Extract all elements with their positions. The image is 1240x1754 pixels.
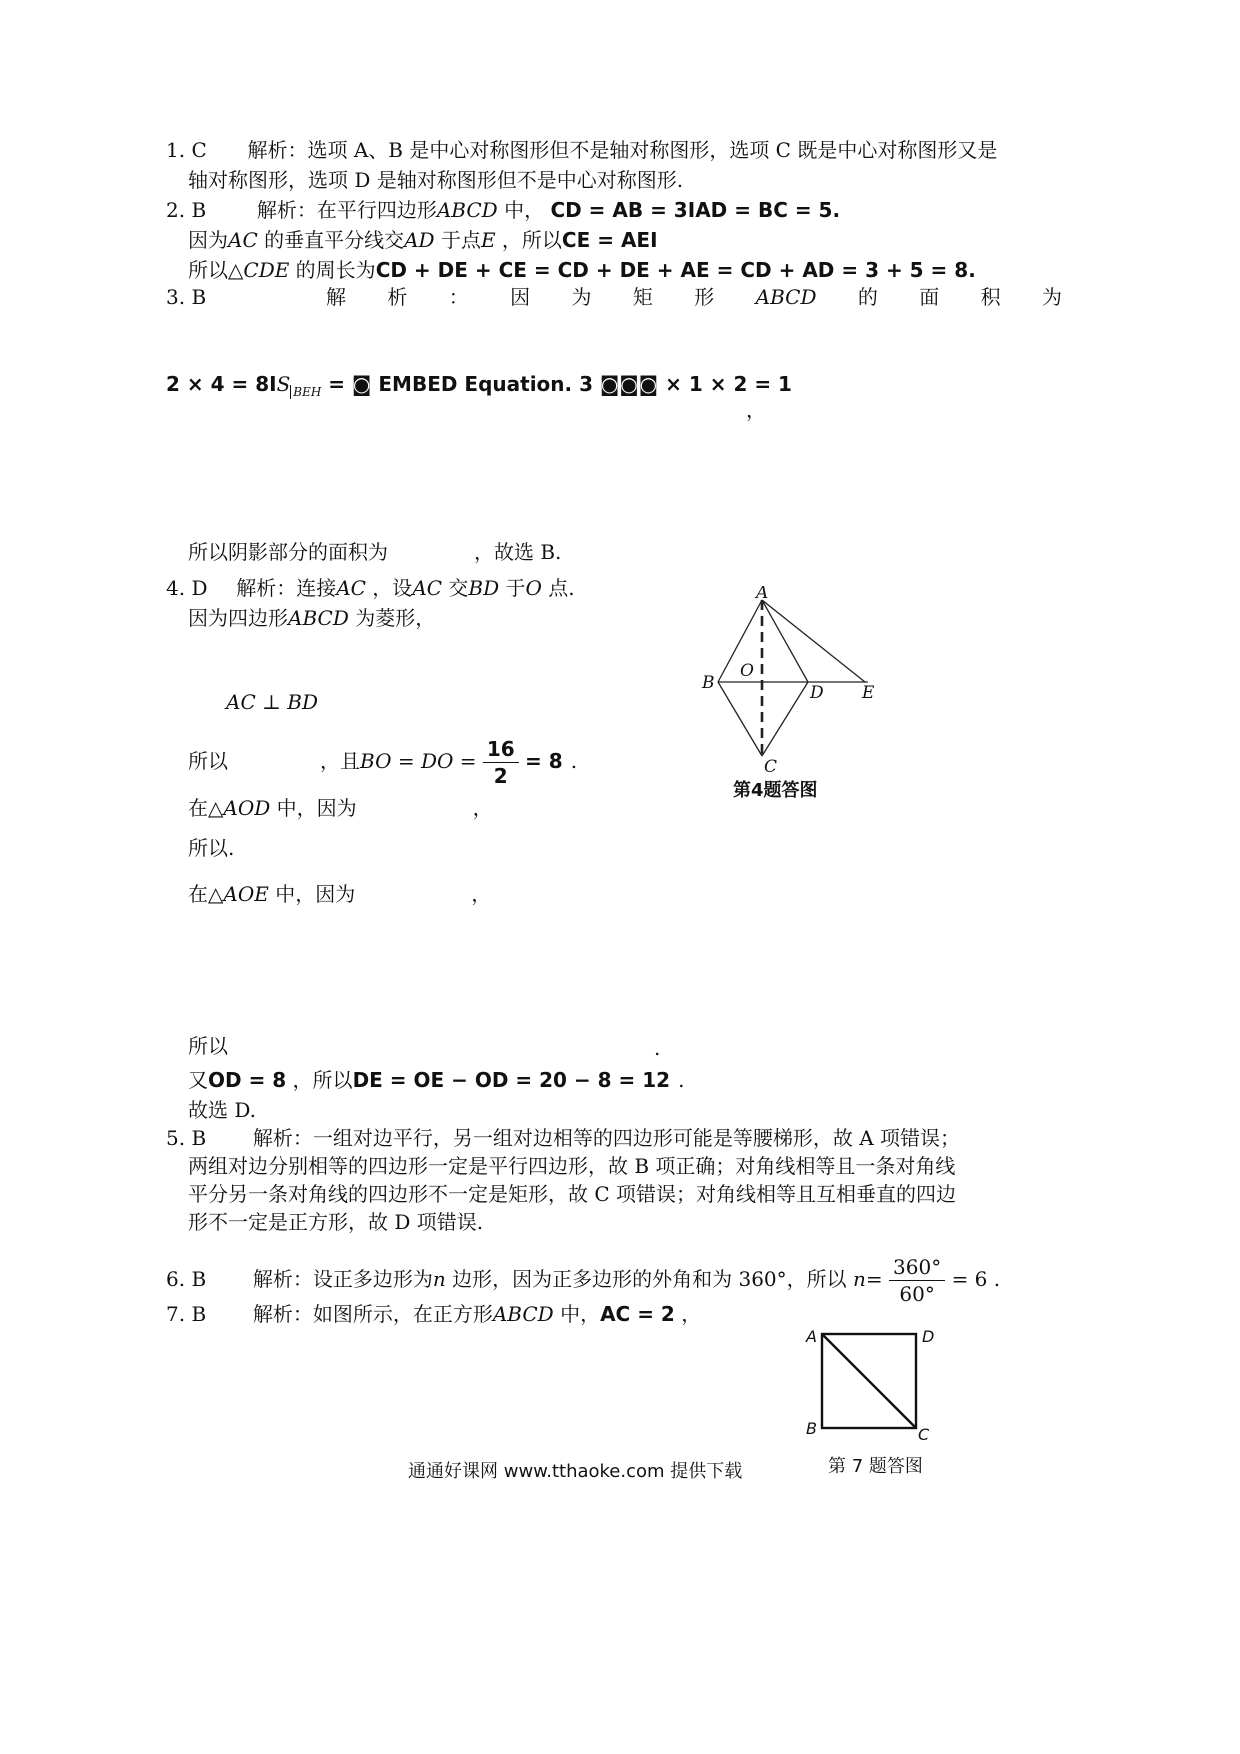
q2-eq-2: AD = BC = 5. bbox=[695, 198, 841, 222]
q3-w9: 面 bbox=[919, 285, 940, 309]
q6-text-b: 边形，因为正多边形的外角和为 360°，所以 bbox=[445, 1267, 847, 1291]
q7-label-b: B bbox=[806, 1419, 817, 1438]
q6-result: = 6 . bbox=[951, 1267, 1001, 1291]
q5-text-1: 解析：一组对边平行，另一组对边相等的四边形可能是等腰梯形，故 A 项错误； bbox=[252, 1126, 961, 1150]
q4-edge-bc bbox=[718, 682, 762, 756]
q6-text-a: 解析：设正多边形为 bbox=[252, 1267, 433, 1291]
q5-line4: 形不一定是正方形，故 D 项错误. bbox=[188, 1210, 484, 1234]
q5-line2: 两组对边分别相等的四边形一定是平行四边形，故 B 项正确；对角线相等且一条对角线 bbox=[188, 1154, 956, 1178]
page-footer: 通通好课网 www.tthaoke.com 提供下载 bbox=[408, 1461, 743, 1482]
q4-line8: 所以 bbox=[188, 1034, 228, 1058]
q4-line4 bbox=[188, 736, 577, 789]
q4-l7-tri: AOE bbox=[223, 882, 269, 906]
q6-fraction bbox=[889, 1254, 945, 1307]
q2-text-b: 中， bbox=[497, 198, 545, 222]
q4-l2-b: 为菱形， bbox=[348, 606, 436, 630]
q4-line1 bbox=[166, 574, 575, 602]
q3-comma: ， bbox=[746, 398, 766, 422]
q3-eq-a: 2 × 4 = 8 bbox=[166, 372, 270, 396]
q2-l2-e: E bbox=[480, 228, 496, 252]
q7-label-d: D bbox=[922, 1327, 935, 1346]
q6-n2: n bbox=[853, 1267, 866, 1291]
q4-l5-a: 在△ bbox=[188, 796, 224, 820]
q2-l3-b: 的周长为 bbox=[289, 258, 376, 282]
q1-line2: 轴对称图形，选项 D 是轴对称图形但不是中心对称图形. bbox=[188, 168, 684, 192]
q4-l4-b: ，且 bbox=[320, 749, 360, 773]
q4-label-b: B bbox=[702, 673, 715, 693]
q4-l1-ac2: AC bbox=[412, 576, 443, 600]
q2-line1 bbox=[166, 196, 840, 224]
q3-w10: 积 bbox=[980, 285, 1001, 309]
q6-eqsign: = bbox=[865, 1267, 883, 1291]
q3-conclusion bbox=[188, 538, 561, 566]
q4-line8-dot: . bbox=[654, 1036, 661, 1060]
q4-l9-b: ，所以 bbox=[286, 1068, 353, 1092]
q4-line6: 所以. bbox=[188, 836, 235, 860]
q4-l5-c: ， bbox=[472, 796, 493, 820]
q2-l2-a: 因为 bbox=[188, 228, 228, 252]
q4-line9 bbox=[188, 1066, 684, 1094]
q4-label-o: O bbox=[740, 661, 754, 681]
q4-frac-num: 16 bbox=[483, 736, 519, 763]
q3-eq-s: S bbox=[276, 372, 291, 396]
q4-l1-d: 于 bbox=[499, 576, 526, 600]
q6-number: 6. B bbox=[166, 1267, 207, 1291]
q2-l3-eq: CD + DE + CE = CD + DE + AE = CD + AD = 3 + 5 = 8. bbox=[375, 258, 976, 282]
q7-abcd: ABCD bbox=[492, 1302, 554, 1326]
q4-edge-ae bbox=[762, 600, 865, 682]
q4-l4-eq2: = 8 bbox=[525, 749, 563, 773]
q4-l4-eq: BO = DO = bbox=[360, 749, 477, 773]
q3-w7: ABCD bbox=[755, 285, 817, 309]
q4-l9-eq: OD = 8 bbox=[208, 1068, 287, 1092]
q4-edge-ad bbox=[762, 600, 808, 682]
q6-frac-den: 60° bbox=[899, 1282, 935, 1306]
q3-w8: 的 bbox=[857, 285, 878, 309]
q4-label-d: D bbox=[810, 683, 824, 703]
q4-l2-a: 因为四边形 bbox=[188, 606, 288, 630]
q4-l5-tri: AOD bbox=[223, 796, 271, 820]
q3-w0: 解 bbox=[326, 285, 346, 309]
q2-abcd: ABCD bbox=[436, 198, 498, 222]
q4-fraction bbox=[483, 736, 519, 789]
q3-w3: 因 bbox=[510, 285, 531, 309]
q7-text-a: 解析：如图所示，在正方形 bbox=[252, 1302, 493, 1326]
q4-l1-a: 解析：连接 bbox=[236, 576, 337, 600]
q4-frac-den: 2 bbox=[493, 764, 508, 788]
q7-number: 7. B bbox=[166, 1302, 207, 1326]
q1-text-1: 解析：选项 A、B 是中心对称图形但不是轴对称图形，选项 C 既是中心对称图形又是 bbox=[247, 138, 998, 162]
q3-concl-b: ，故选 B. bbox=[474, 540, 562, 564]
q4-line2 bbox=[188, 604, 435, 632]
q3-equation bbox=[166, 370, 792, 406]
q4-l1-o: O bbox=[525, 576, 542, 600]
q7-line bbox=[166, 1300, 701, 1328]
q4-l1-e: 点. bbox=[541, 576, 575, 600]
q7-eq: AC = 2 bbox=[600, 1302, 675, 1326]
q4-line10: 故选 D. bbox=[188, 1098, 257, 1122]
q3-w4: 为 bbox=[571, 285, 592, 309]
q3-w1: 析 bbox=[387, 285, 408, 309]
q4-l7-a: 在△ bbox=[188, 882, 224, 906]
q4-label-c: C bbox=[764, 757, 778, 776]
q2-l2-eq: CE = AE bbox=[561, 228, 651, 252]
q3-number: 3. B bbox=[166, 285, 207, 309]
q2-text-a: 解析：在平行四边形 bbox=[256, 198, 437, 222]
q4-l2-abcd: ABCD bbox=[288, 606, 349, 630]
q3-w6: 形 bbox=[694, 285, 715, 309]
q7-diagonal-ac bbox=[822, 1334, 916, 1428]
q2-l2-b: 的垂直平分线交 bbox=[257, 228, 405, 252]
q4-label-e: E bbox=[862, 683, 875, 703]
q2-number: 2. B bbox=[166, 198, 207, 222]
q4-line5 bbox=[188, 794, 493, 822]
q7-label-c: C bbox=[918, 1425, 930, 1444]
q2-l2-sep: I bbox=[650, 228, 658, 252]
q2-eq-sep: I bbox=[687, 198, 696, 222]
q4-l5-b: 中，因为 bbox=[270, 796, 357, 820]
q4-l9-eq2: DE = OE − OD = 20 − 8 = 12 bbox=[352, 1068, 671, 1092]
q5-line1 bbox=[166, 1124, 960, 1152]
q3-concl-a: 所以阴影部分的面积为 bbox=[188, 540, 388, 564]
q2-eq-1: CD = AB = 3 bbox=[550, 198, 688, 222]
q4-number: 4. D bbox=[166, 576, 208, 600]
q4-figure-caption: 第4题答图 bbox=[733, 780, 818, 801]
q2-l3-cde: CDE bbox=[243, 258, 290, 282]
q3-eq-sub: BEH bbox=[290, 385, 321, 399]
q2-l2-ac: AC bbox=[228, 228, 258, 252]
q4-l7-c: ， bbox=[471, 882, 492, 906]
q1-line1 bbox=[166, 136, 997, 164]
q6-frac-num: 360° bbox=[889, 1254, 945, 1281]
q4-figure bbox=[690, 586, 900, 776]
q1-number: 1. C bbox=[166, 138, 207, 162]
q2-line2 bbox=[188, 226, 658, 254]
q7-label-a: A bbox=[806, 1327, 817, 1346]
q3-w5: 矩 bbox=[632, 285, 653, 309]
q5-number: 5. B bbox=[166, 1126, 207, 1150]
q3-w2: ： bbox=[448, 285, 469, 309]
q2-l3-a: 所以△ bbox=[188, 258, 244, 282]
q4-l9-a: 又 bbox=[188, 1068, 208, 1092]
q3-spaced-line bbox=[326, 283, 1062, 311]
q6-n: n bbox=[432, 1267, 446, 1291]
q2-l2-ad: AD bbox=[404, 228, 435, 252]
q3-w11: 为 bbox=[1041, 285, 1062, 309]
q3-eq-b: = ◙ EMBED Equation. 3 ◙◙◙ × 1 × 2 = 1 bbox=[321, 372, 792, 396]
q7-text-c: ， bbox=[674, 1302, 702, 1326]
q2-l2-c: 于点 bbox=[434, 228, 481, 252]
q4-l1-c: 交 bbox=[442, 576, 469, 600]
q2-l2-d: ，所以 bbox=[495, 228, 562, 252]
q4-l1-ac: AC bbox=[336, 576, 366, 600]
q7-figure-caption: 第 7 题答图 bbox=[828, 1456, 923, 1477]
q7-figure bbox=[800, 1324, 950, 1446]
q3-eq-sep: I bbox=[269, 372, 277, 396]
q2-line3 bbox=[188, 256, 976, 284]
q4-l1-bd: BD bbox=[468, 576, 500, 600]
q4-l4-dot: . bbox=[570, 749, 578, 773]
q4-edge-dc bbox=[762, 682, 808, 756]
q4-line7 bbox=[188, 880, 491, 908]
q4-label-a: A bbox=[756, 586, 769, 603]
q4-l7-b: 中，因为 bbox=[268, 882, 356, 906]
q5-line3: 平分另一条对角线的四边形不一定是矩形，故 C 项错误；对角线相等且互相垂直的四边 bbox=[188, 1182, 957, 1206]
q7-text-b: 中， bbox=[553, 1302, 601, 1326]
q4-l1-b: ，设 bbox=[365, 576, 413, 600]
q3-eq-sub-wrap bbox=[290, 385, 321, 399]
q4-l4-a: 所以 bbox=[188, 749, 228, 773]
q4-l9-dot: . bbox=[678, 1068, 685, 1092]
q4-perp: AC ⊥ BD bbox=[226, 690, 319, 714]
